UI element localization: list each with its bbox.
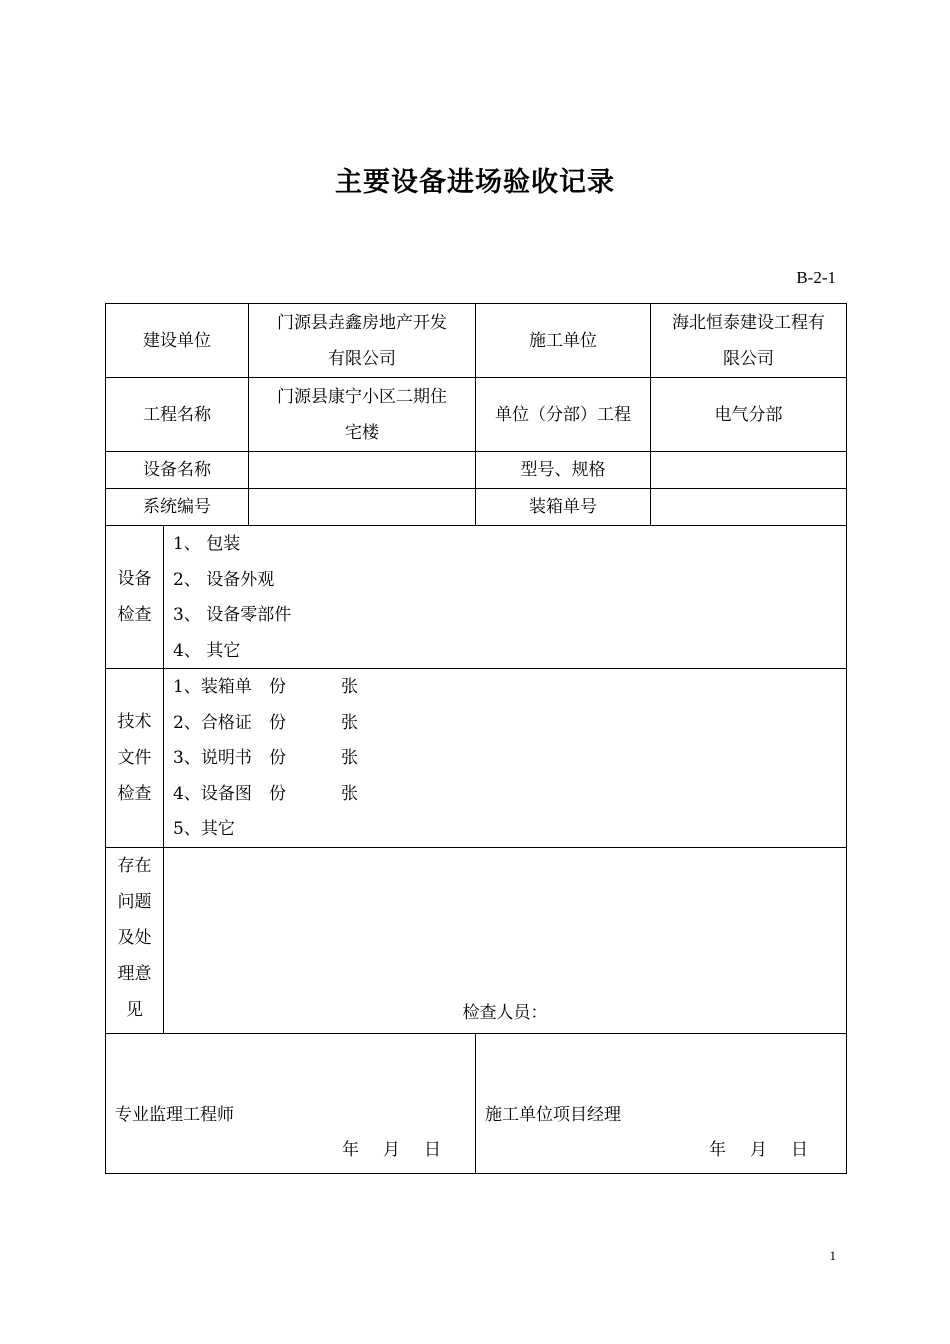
manager-signature-cell[interactable]	[476, 1034, 847, 1174]
table-row	[106, 526, 847, 669]
acceptance-form-table	[105, 303, 847, 1174]
table-row	[106, 1034, 847, 1174]
list-item: 5、其它	[173, 819, 235, 839]
page-number: 1	[829, 1248, 836, 1263]
equipment-name-label: 设备名称	[106, 452, 249, 489]
list-item	[173, 776, 846, 812]
list-item: 4、 其它	[173, 640, 241, 661]
builder-value-line1: 门源县垚鑫房地产开发	[277, 312, 447, 333]
manager-date	[685, 1132, 808, 1168]
manager-label: 施工单位项目经理	[485, 1105, 621, 1125]
supervisor-signature-cell[interactable]	[106, 1034, 476, 1174]
tech-docs-label-line: 技术	[117, 712, 152, 732]
equipment-check-list[interactable]	[164, 526, 847, 669]
list-item: 1、 包装	[173, 534, 241, 554]
issues-label	[106, 848, 164, 1034]
tech-docs-label-line: 检查	[117, 784, 152, 804]
page-title: 主要设备进场验收记录	[335, 167, 615, 198]
day-label: 日	[791, 1140, 808, 1160]
doc-name: 4、设备图	[173, 783, 252, 804]
copies-unit: 份	[269, 677, 286, 697]
table-row	[106, 304, 847, 378]
table-row	[106, 378, 847, 452]
doc-name: 3、说明书	[173, 748, 252, 768]
unit-label: 单位（分部）工程	[476, 378, 651, 452]
copies-unit: 份	[269, 748, 286, 768]
contractor-value[interactable]	[651, 304, 847, 378]
equipment-check-label	[106, 526, 164, 669]
supervisor-date	[318, 1132, 441, 1168]
list-item: 2、 设备外观	[173, 569, 275, 590]
sheets-unit: 张	[341, 677, 358, 697]
builder-value-line2: 有限公司	[328, 348, 396, 369]
tech-docs-list[interactable]	[164, 669, 847, 848]
project-label: 工程名称	[106, 378, 249, 452]
system-no-field[interactable]	[249, 489, 476, 526]
form-code: B-2-1	[796, 268, 836, 287]
packing-no-field[interactable]	[651, 489, 847, 526]
builder-label: 建设单位	[106, 304, 249, 378]
list-item	[173, 705, 846, 741]
copies-unit: 份	[269, 783, 286, 804]
table-row	[106, 848, 847, 1034]
table-row	[106, 669, 847, 848]
unit-value[interactable]: 电气分部	[651, 378, 847, 452]
project-value-line2: 宅楼	[345, 422, 379, 443]
month-label: 月	[383, 1140, 400, 1160]
month-label: 月	[750, 1140, 767, 1160]
system-no-label: 系统编号	[106, 489, 249, 526]
doc-name: 2、合格证	[173, 712, 252, 733]
copies-unit: 份	[269, 712, 286, 733]
issues-label-line: 及处	[117, 928, 152, 948]
equipment-check-label-line: 设备	[117, 569, 152, 589]
list-item	[173, 740, 846, 776]
list-item	[173, 669, 846, 705]
table-row	[106, 452, 847, 489]
builder-value[interactable]	[249, 304, 476, 378]
doc-name: 1、装箱单	[173, 677, 252, 697]
contractor-value-line1: 海北恒泰建设工程有	[672, 312, 825, 333]
sheets-unit: 张	[341, 748, 358, 768]
packing-no-label: 装箱单号	[476, 489, 651, 526]
contractor-label: 施工单位	[476, 304, 651, 378]
issues-label-line: 存在	[117, 856, 152, 876]
tech-docs-label	[106, 669, 164, 848]
year-label: 年	[342, 1140, 359, 1160]
tech-docs-label-line: 文件	[117, 748, 152, 768]
issues-label-line: 见	[126, 1000, 143, 1020]
model-label: 型号、规格	[476, 452, 651, 489]
table-row	[106, 489, 847, 526]
year-label: 年	[709, 1140, 726, 1160]
contractor-value-line2: 限公司	[723, 348, 774, 369]
equipment-name-field[interactable]	[249, 452, 476, 489]
issues-label-line: 问题	[117, 892, 152, 912]
project-value-line1: 门源县康宁小区二期住	[277, 386, 447, 407]
project-value[interactable]	[249, 378, 476, 452]
issues-label-line: 理意	[117, 964, 152, 984]
supervisor-label: 专业监理工程师	[115, 1105, 234, 1125]
issues-field[interactable]	[164, 848, 847, 1034]
sheets-unit: 张	[341, 712, 358, 733]
list-item: 3、 设备零部件	[173, 605, 292, 625]
sheets-unit: 张	[341, 783, 358, 804]
day-label: 日	[424, 1140, 441, 1160]
inspector-label: 检查人员：	[462, 1003, 548, 1023]
model-field[interactable]	[651, 452, 847, 489]
equipment-check-label-line: 检查	[117, 605, 152, 625]
